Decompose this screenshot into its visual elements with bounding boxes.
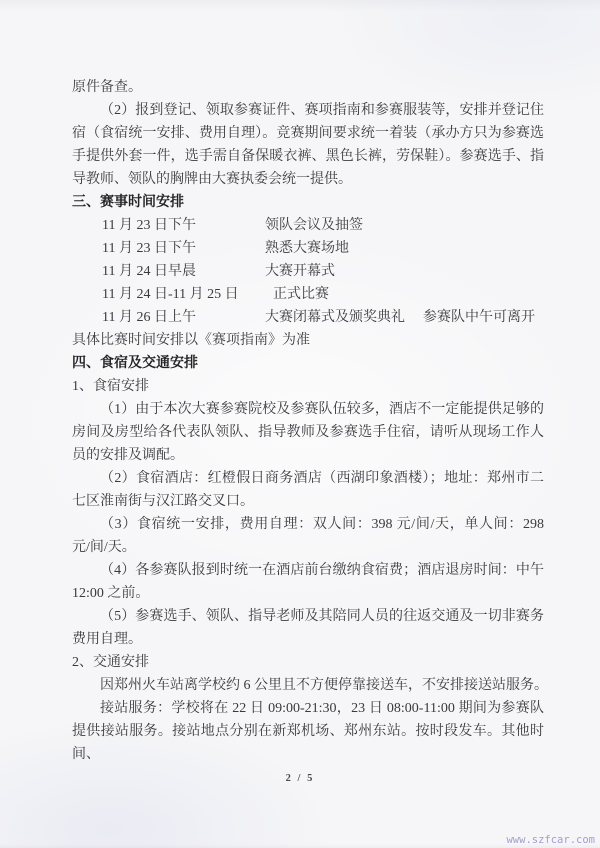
schedule-note: 参赛队中午可离开 xyxy=(423,310,535,325)
subsection-heading-transport: 2、交通安排 xyxy=(72,655,149,670)
schedule-row xyxy=(102,260,544,283)
schedule-event: 熟悉大赛场地 xyxy=(265,241,349,256)
schedule-event: 领队会议及抽签 xyxy=(265,218,363,233)
lodging-item-2: （2）食宿酒店：红橙假日商务酒店（西湖印象酒楼）；地址：郑州市二七区淮南街与汉江路交叉口。 xyxy=(72,471,544,509)
schedule-row xyxy=(102,306,544,329)
section-heading-lodging-transport: 四、食宿及交通安排 xyxy=(72,356,198,371)
page-number: 2 / 5 xyxy=(285,773,315,784)
lodging-item-3: （3）食宿统一安排，费用自理：双人间：398 元/间/天，单人间：298 元/间/天。 xyxy=(72,517,544,555)
schedule-event: 大赛闭幕式及颁奖典礼 xyxy=(265,310,405,325)
schedule-row xyxy=(102,237,544,260)
lodging-item-5: （5）参赛选手、领队、指导老师及其陪同人员的往返交通及一切非赛务费用自理。 xyxy=(72,609,544,647)
subsection-heading-lodging: 1、食宿安排 xyxy=(72,379,149,394)
schedule-event: 大赛开幕式 xyxy=(265,264,335,279)
schedule-row xyxy=(102,283,544,306)
transport-paragraph-2: 接站服务：学校将在 22 日 09:00-21:30，23 日 08:00-11:00 期间为参赛队提供接站服务。接站地点分别在新郑机场、郑州东站。按时段发车。其他时间、 xyxy=(72,701,544,762)
schedule-row xyxy=(102,214,544,237)
lodging-item-4: （4）各参赛队报到时统一在酒店前台缴纳食宿费；酒店退房时间：中午 12:00 之前。 xyxy=(72,563,544,601)
watermark-url: www.szfcar.com xyxy=(506,834,595,846)
document-body xyxy=(72,76,548,766)
paragraph-continuation: 原件备查。 xyxy=(72,80,142,95)
schedule-footnote: 具体比赛时间安排以《赛项指南》为准 xyxy=(72,333,310,348)
paragraph-registration: （2）报到登记、领取参赛证件、赛项指南和参赛服装等，安排并登记住宿（食宿统一安排、费用自理）。竞赛期间要求统一着装（承办方只为参赛选手提供外套一件，选手需自备保暖衣裤、黑色长裤，劳保鞋）。参赛选手、指导教师、领队的胸牌由大赛执委会统一提供。 xyxy=(72,103,544,187)
section-heading-schedule: 三、赛事时间安排 xyxy=(72,195,184,210)
schedule-table xyxy=(102,214,544,329)
schedule-date: 11 月 24 日-11 月 25 日 xyxy=(102,287,239,302)
schedule-date: 11 月 23 日下午 xyxy=(102,241,196,256)
transport-paragraph-1: 因郑州火车站离学校约 6 公里且不方便停靠接送车，不安排接送站服务。 xyxy=(100,678,548,693)
schedule-date: 11 月 23 日下午 xyxy=(102,218,196,233)
schedule-date: 11 月 26 日上午 xyxy=(102,310,196,325)
schedule-date: 11 月 24 日早晨 xyxy=(102,264,196,279)
lodging-item-1: （1）由于本次大赛参赛院校及参赛队伍较多，酒店不一定能提供足够的房间及房型给各代表队领队、指导教师及参赛选手住宿，请听从现场工作人员的安排及调配。 xyxy=(72,402,544,463)
schedule-event: 正式比赛 xyxy=(273,287,329,302)
